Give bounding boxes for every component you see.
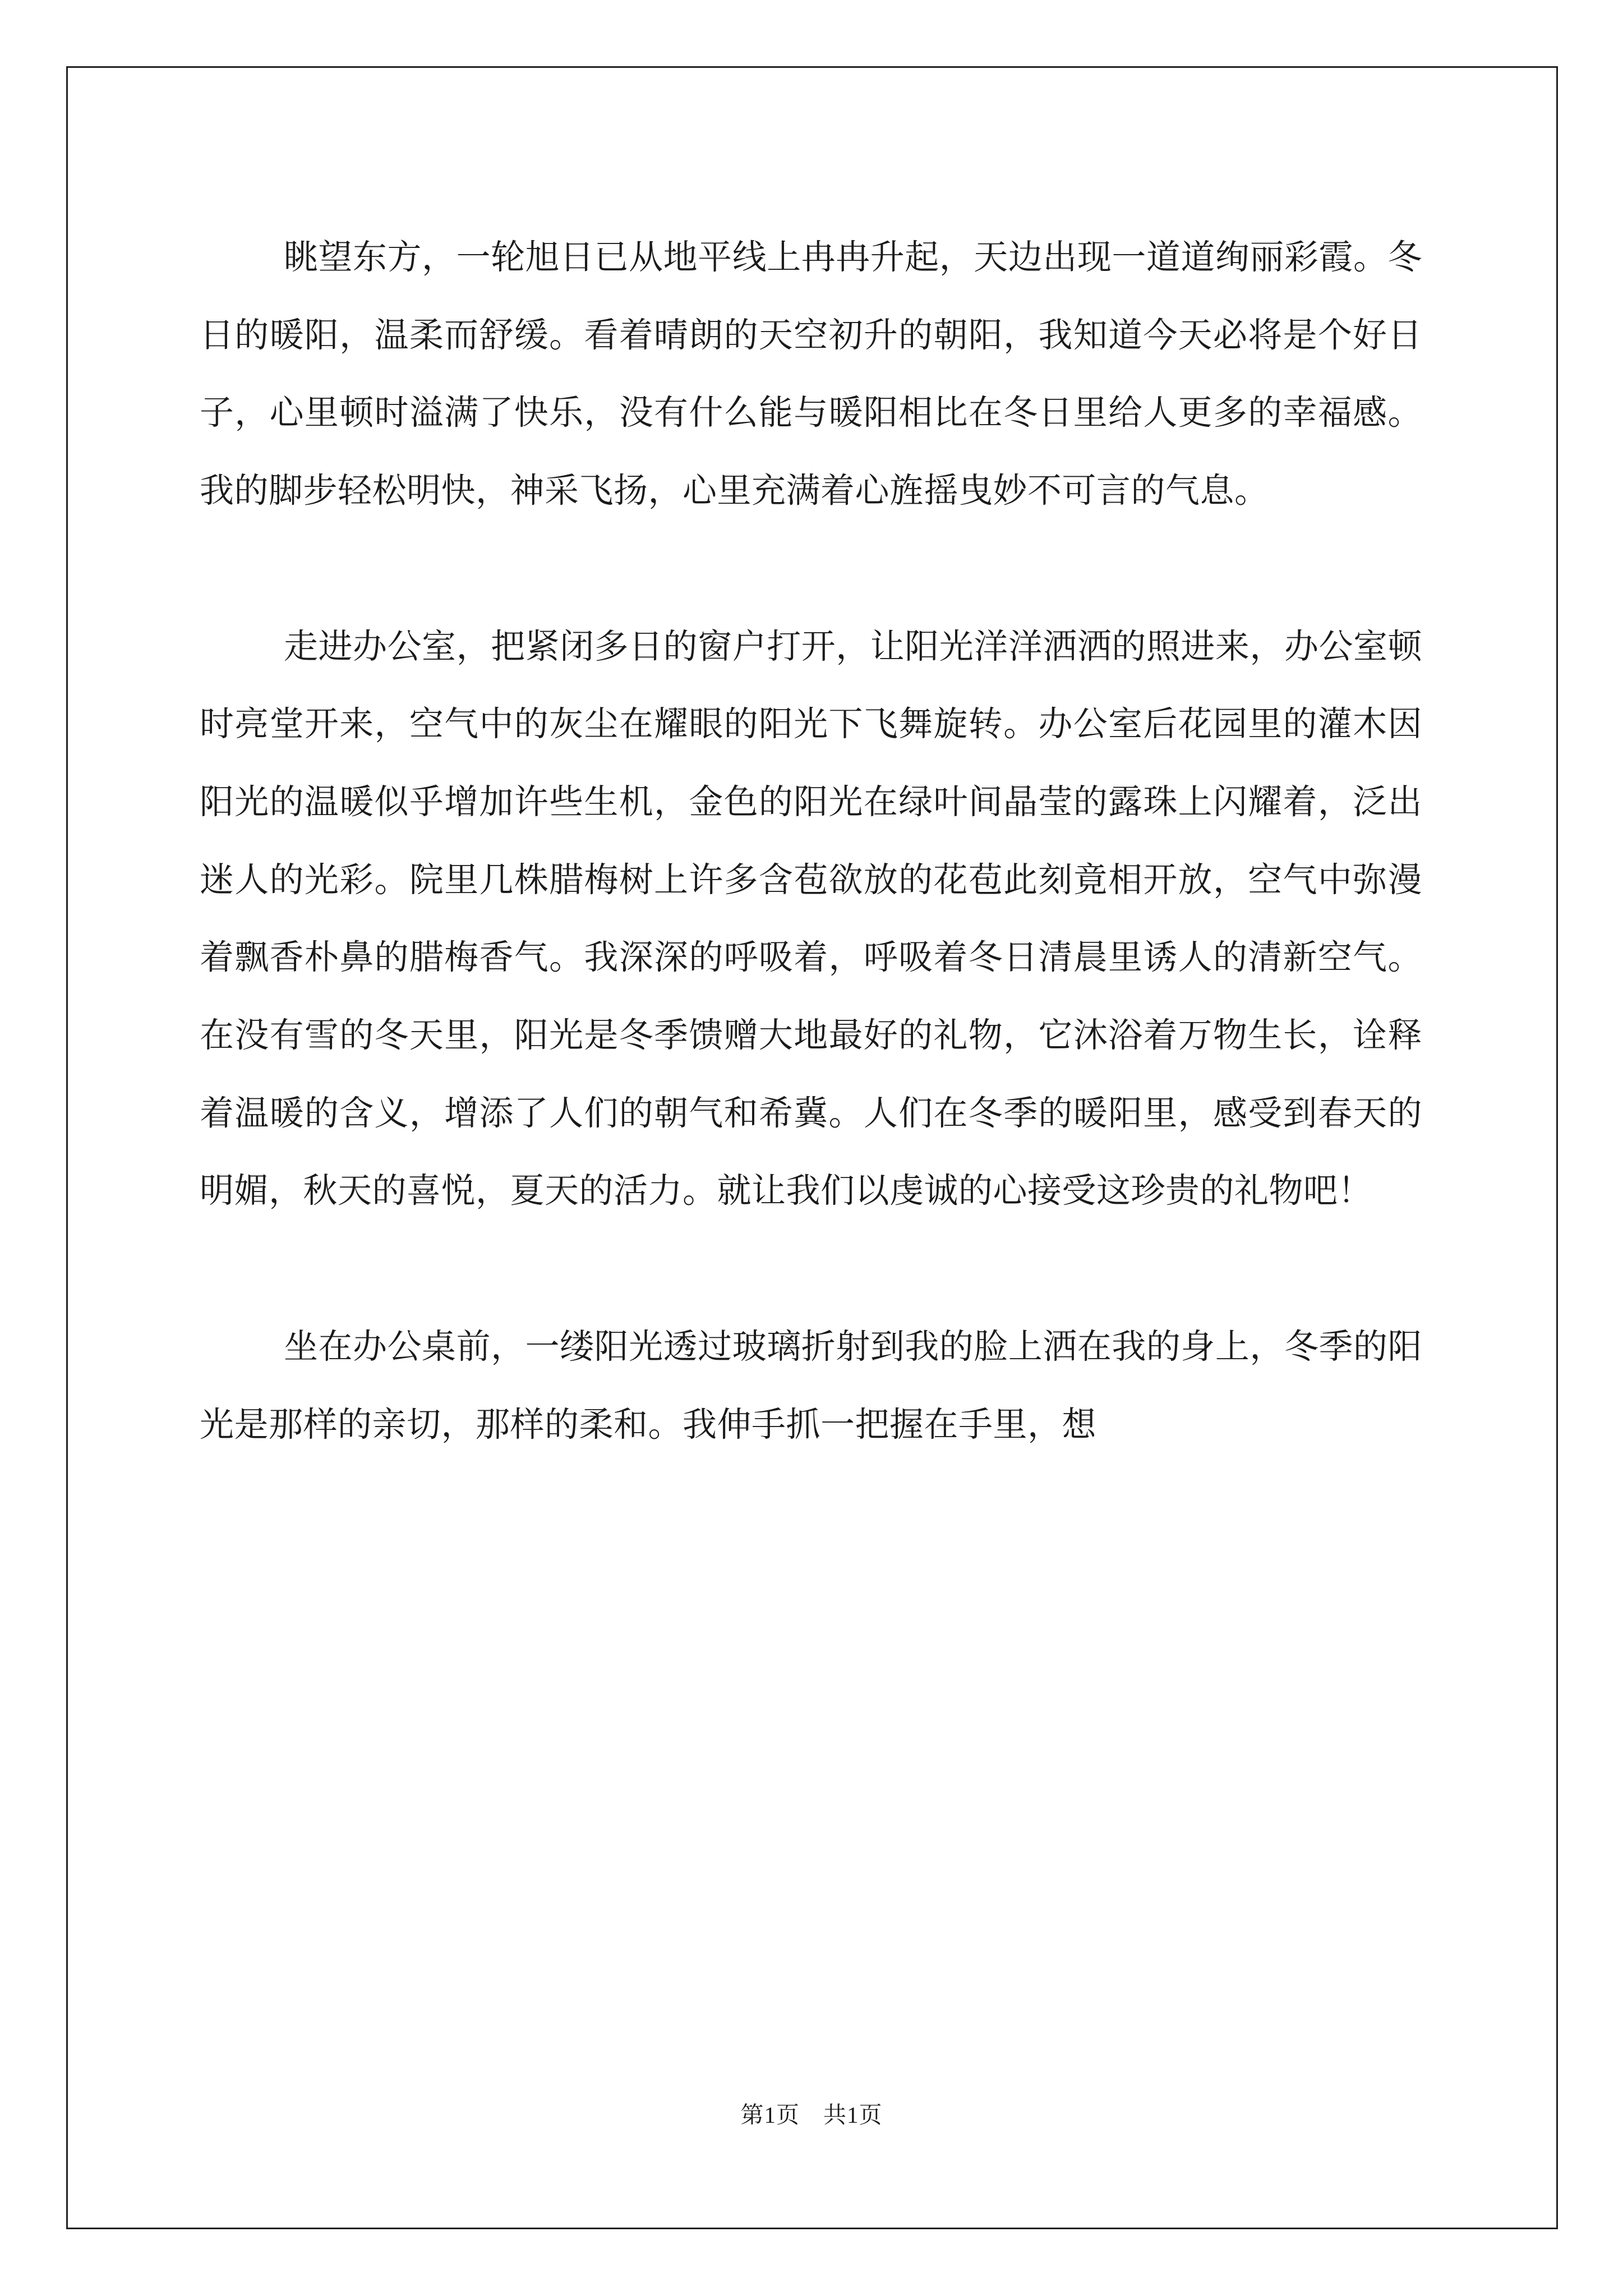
page-footer: 第1页 共1页	[740, 2102, 883, 2128]
paragraph-3: 坐在办公桌前，一缕阳光透过玻璃折射到我的脸上洒在我的身上，冬季的阳光是那样的亲切，那样的柔和。我伸手抓一把握在手里，想	[200, 1326, 1422, 1444]
paragraph-2: 走进办公室，把紧闭多日的窗户打开，让阳光洋洋洒洒的照进来，办公室顿时亮堂开来，空气中的灰尘在耀眼的阳光下飞舞旋转。办公室后花园里的灌木因阳光的温暖似乎增加许些生机，金色的阳光在绿叶间晶莹的露珠上闪耀着，泛出迷人的光彩。院里几株腊梅树上许多含苞欲放的花苞此刻竟相开放，空气中弥漫着飘香朴鼻的腊梅香气。我深深的呼吸着，呼吸着冬日清晨里诱人的清新空气。在没有雪的冬天里，阳光是冬季馈赠大地最好的礼物，它沐浴着万物生长，诠释着温暖的含义，增添了人们的朝气和希冀。人们在冬季的暖阳里，感受到春天的明媚，秋天的喜悦，夏天的活力。就让我们以虔诚的心接受这珍贵的礼物吧！	[200, 626, 1422, 1211]
paragraph-1: 眺望东方，一轮旭日已从地平线上冉冉升起，天边出现一道道绚丽彩霞。冬日的暖阳，温柔而舒缓。看着晴朗的天空初升的朝阳，我知道今天必将是个好日子，心里顿时溢满了快乐，没有什么能与暖阳相比在冬日里给人更多的幸福感。我的脚步轻松明快，神采飞扬，心里充满着心旌摇曳妙不可言的气息。	[200, 237, 1422, 511]
document-body	[200, 219, 1422, 1464]
